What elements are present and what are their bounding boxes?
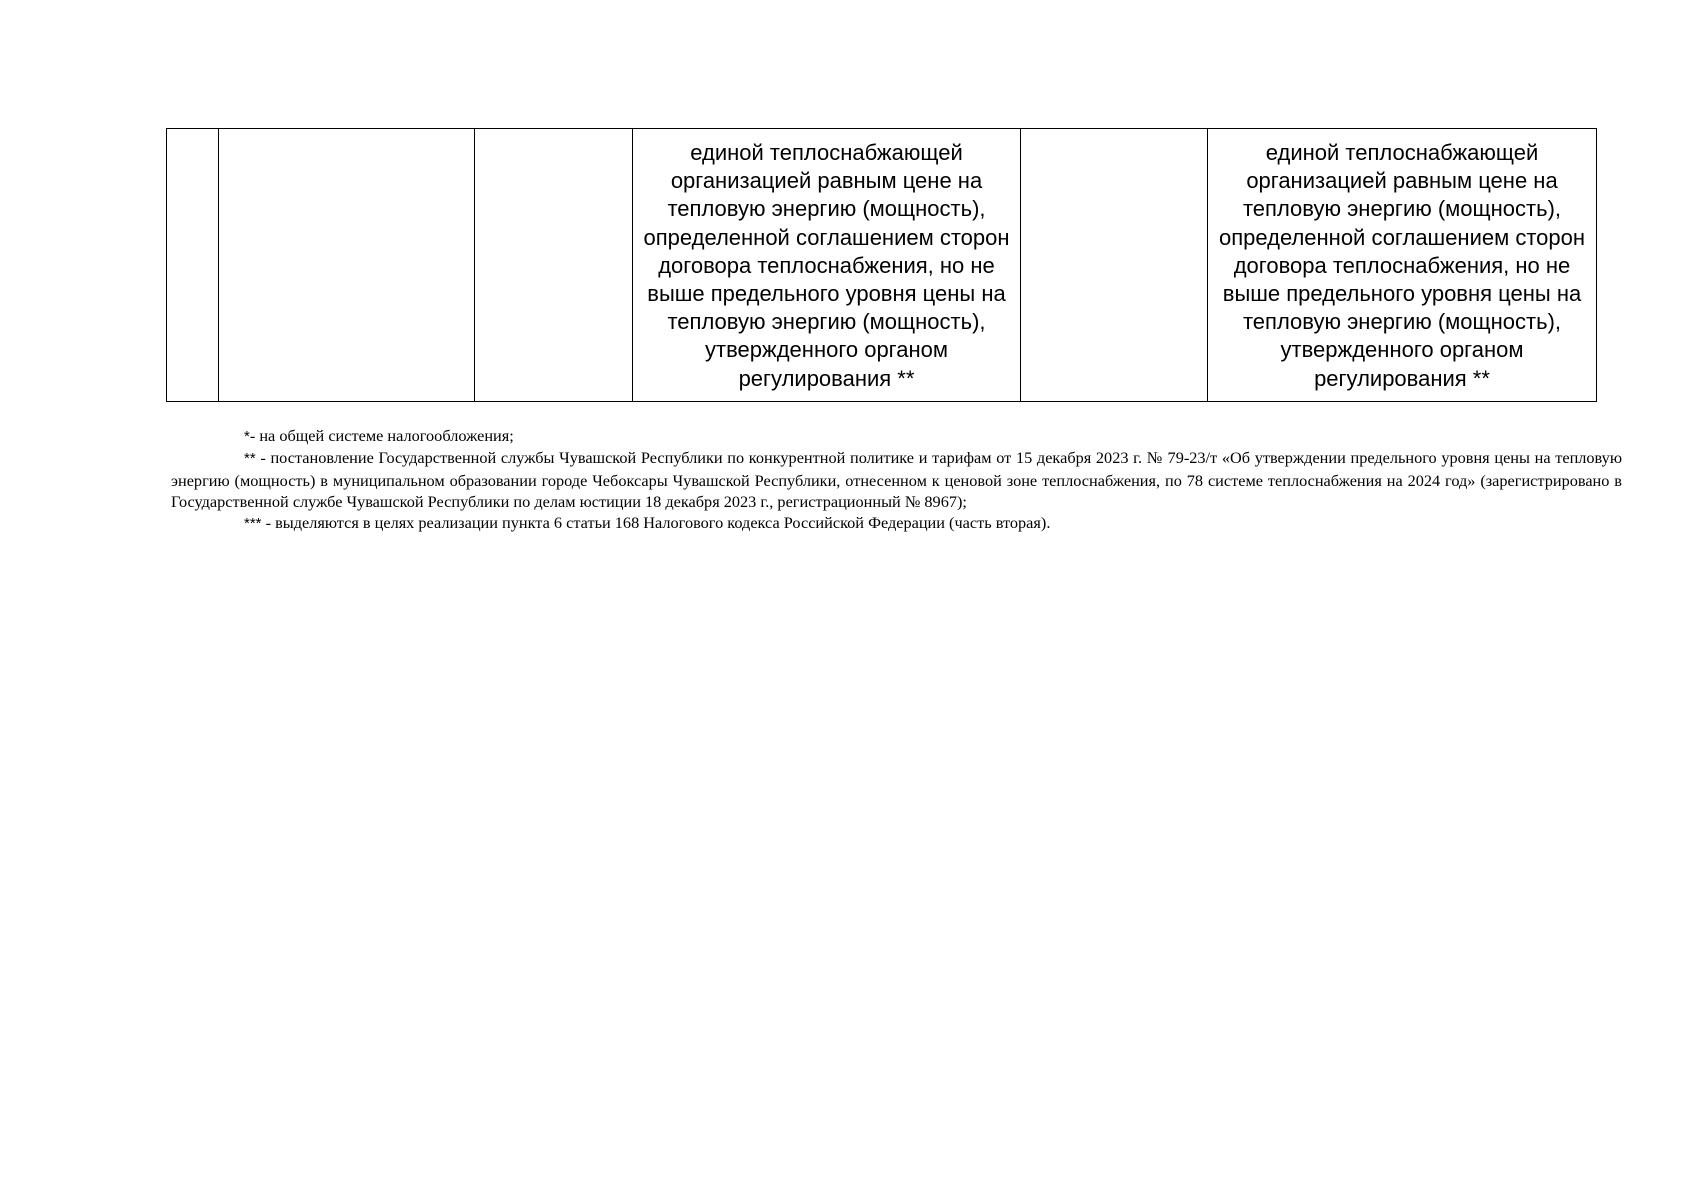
footnote-mark: * — [244, 428, 250, 445]
table-row — [167, 129, 1597, 402]
table-cell-empty — [475, 129, 633, 402]
footnotes — [171, 425, 1622, 534]
table-cell-condition — [633, 129, 1021, 402]
cell-text: единой теплоснабжающей организацией равным цене на тепловую энергию (мощность), определенной соглашением сторон договора теплоснабжения, но не выше предельного уровня цены на тепловую энергию (мощность), утвержденного органом регулирования ** — [643, 140, 1010, 391]
table-cell-empty — [1021, 129, 1208, 402]
footnote-text: - выделяются в целях реализации пункта 6 статьи 168 Налогового кодекса Российской Федерации (часть вторая). — [261, 513, 1051, 533]
cell-text: единой теплоснабжающей организацией равным цене на тепловую энергию (мощность), определенной соглашением сторон договора теплоснабжения, но не выше предельного уровня цены на тепловую энергию (мощность), утвержденного органом регулирования ** — [1218, 140, 1586, 391]
footnote — [171, 447, 1622, 512]
footnote-text: - постановление Государственной службы Чувашской Республики по конкурентной политике и тарифам от 15 декабря 2023 г. № 79-23/т «Об утверждении предельного уровня цены на тепловую энергию (мощность) в муниципальном образовании городе Чебоксары Чувашской Республики, отнесенном к ценовой зоне теплоснабжения, по 78 системе теплоснабжения на 2024 год» (зарегистрировано в Государственной службе Чувашской Республики по делам юстиции 18 декабря 2023 г., регистрационный № 8967); — [171, 448, 1622, 511]
footnote-mark: ** — [244, 450, 256, 468]
footnote — [171, 512, 1622, 534]
footnote-text: - на общей системе налогообложения; — [249, 426, 514, 445]
table-cell-number — [167, 129, 219, 402]
footnote — [171, 425, 1622, 447]
table-cell-condition — [1208, 129, 1597, 402]
footnote-mark: *** — [244, 515, 262, 533]
document-table — [166, 128, 1597, 402]
table-cell-empty — [219, 129, 475, 402]
